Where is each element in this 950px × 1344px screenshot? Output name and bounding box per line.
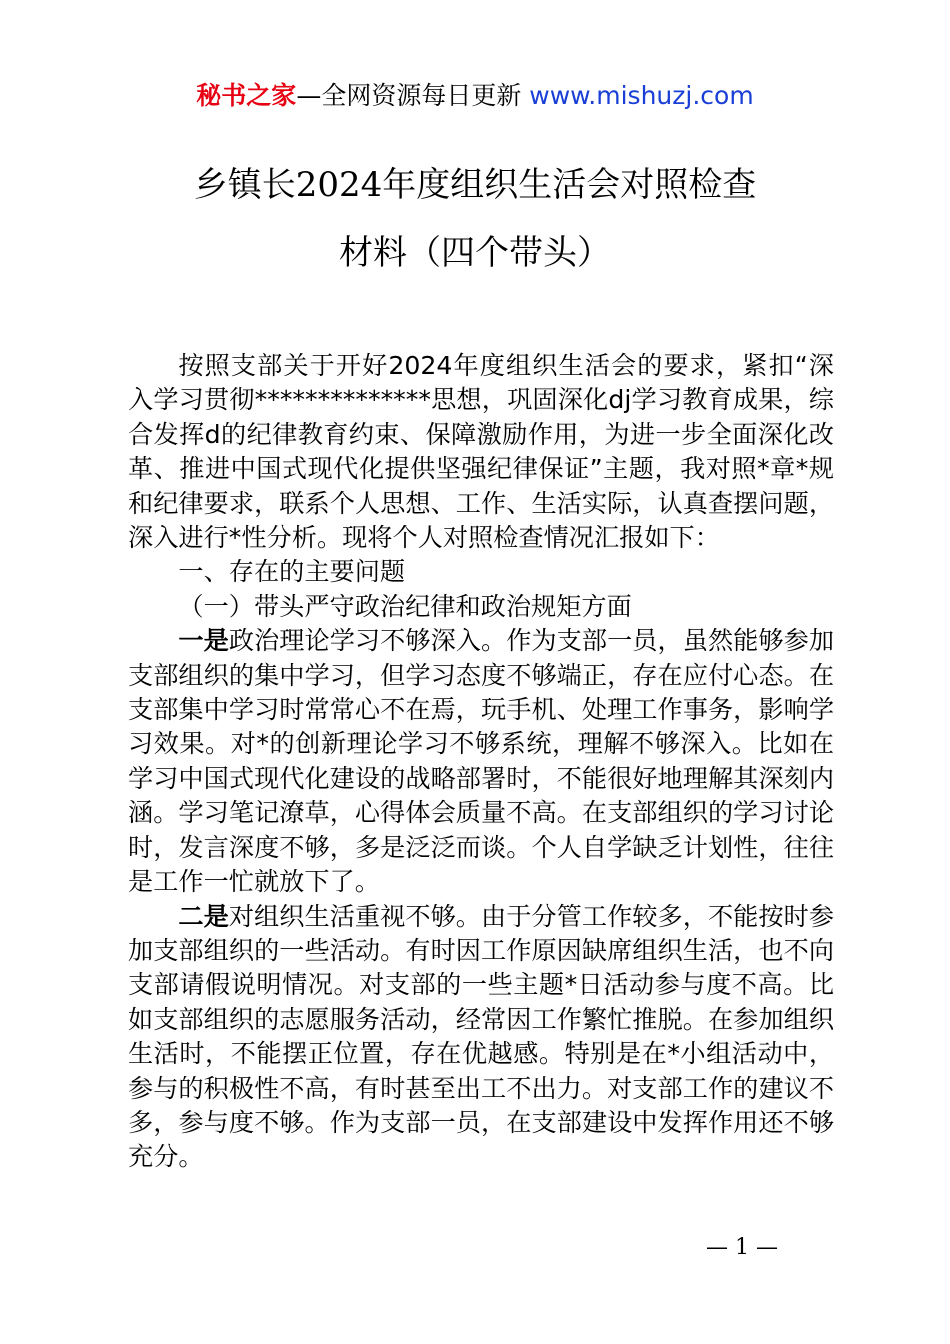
banner-tagline: —全网资源每日更新 — [296, 81, 530, 110]
site-banner — [0, 80, 950, 112]
intro-paragraph: 按照支部关于开好2024年度组织生活会的要求，紧扣“深入学习贯彻**************思想，巩固深化dj学习教育成果，综合发挥d的纪律教育约束、保障激励作用，为进一步全面深化改革、推进中国式现代化提供坚强纪律保证”主题，我对照*章*规和纪律要求，联系个人思想、工作、生活实际，认真查摆问题，深入进行*性分析。现将个人对照检查情况汇报如下： — [128, 351, 834, 553]
item-2-text: 对组织生活重视不够。由于分管工作较多，不能按时参加支部组织的一些活动。有时因工作原因缺席组织生活，也不向支部请假说明情况。对支部的一些主题*日活动参与度不高。比如支部组织的志愿服务活动，经常因工作繁忙推脱。在参加组织生活时，不能摆正位置，存在优越感。特别是在*小组活动中，参与的积极性不高，有时甚至出工不出力。对支部工作的建议不多，参与度不够。作为支部一员，在支部建设中发挥作用还不够充分。 — [128, 901, 835, 1172]
page-number: — 1 — — [706, 1235, 778, 1260]
banner-brand: 秘书之家 — [196, 81, 297, 110]
item-1-text: 政治理论学习不够深入。作为支部一员，虽然能够参加支部组织的集中学习，但学习态度不够端正，存在应付心态。在支部集中学习时常常心不在焉，玩手机、处理工作事务，影响学习效果。对*的创新理论学习不够系统，理解不够深入。比如在学习中国式现代化建设的战略部署时，不能很好地理解其深刻内涵。学习笔记潦草，心得体会质量不高。在支部组织的学习讨论时，发言深度不够，多是泛泛而谈。个人自学缺乏计划性，往往是工作一忙就放下了。 — [128, 626, 835, 897]
document-title-line-2: 材料（四个带头） — [339, 233, 611, 273]
item-2-paragraph — [128, 900, 834, 1175]
item-1-label: 一是 — [178, 626, 229, 656]
section-heading: 一、存在的主要问题 — [178, 557, 406, 587]
banner-url[interactable]: www.mishuzj.com — [529, 81, 754, 110]
item-2-label: 二是 — [178, 901, 229, 931]
item-1-paragraph — [128, 624, 834, 899]
document-body — [128, 349, 834, 1175]
subsection-heading: （一）带头严守政治纪律和政治规矩方面 — [178, 591, 632, 621]
document-title-line-1: 乡镇长2024年度组织生活会对照检查 — [193, 165, 757, 205]
